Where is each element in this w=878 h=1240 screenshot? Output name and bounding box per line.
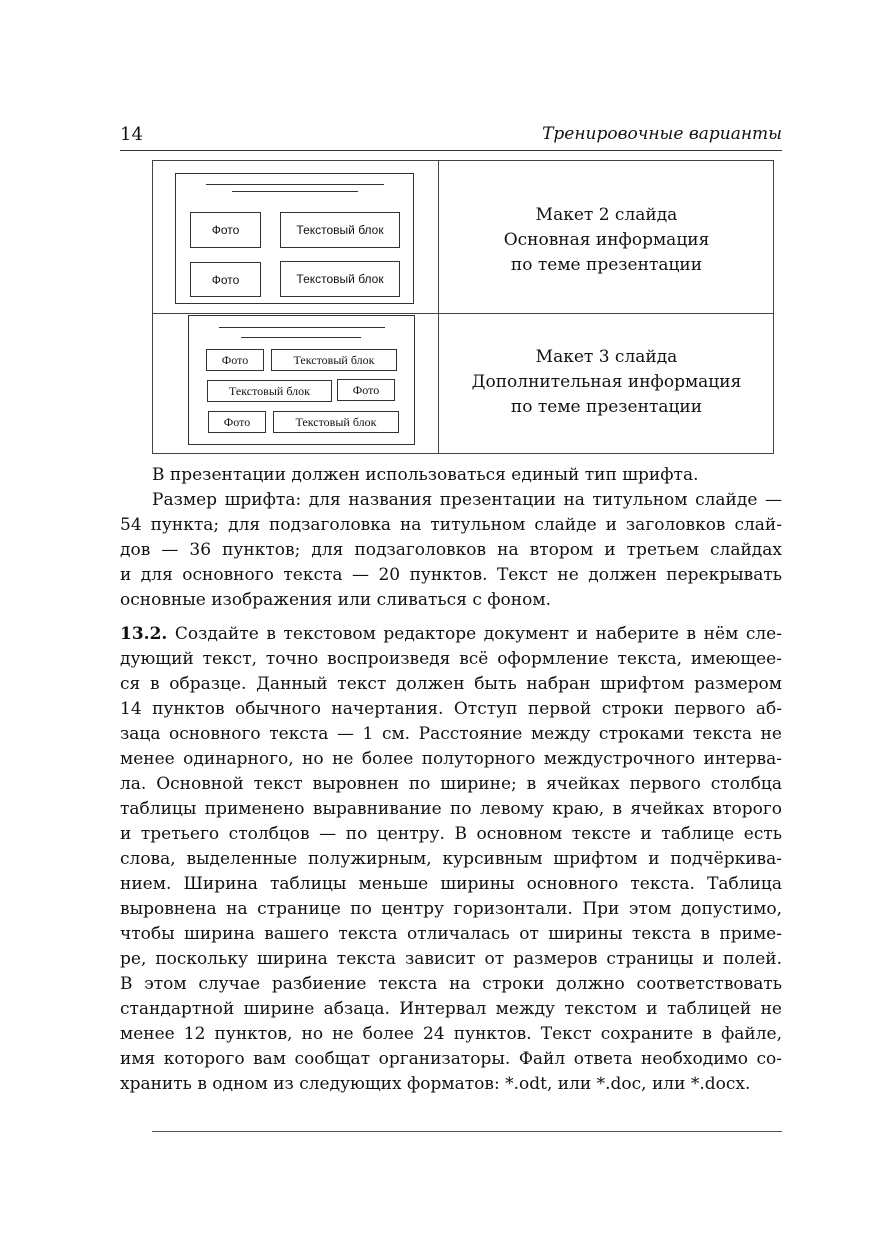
text-line: Размер шрифта: для названия презентации на титульном слайде — [152, 490, 782, 510]
slide-2-sketch [175, 173, 414, 304]
text-line: таблицы применено выравнивание по левому краю, в ячейках второго [120, 799, 782, 819]
text-line: выровнена на странице по центру горизонтали. При этом допустимо, [120, 899, 782, 919]
caption-line: по теме презентации [510, 397, 703, 417]
text-line: ре, поскольку ширина текста зависит от размеров страницы и полей. [120, 949, 782, 969]
text-line: заца основного текста — 1 см. Расстояние между строками текста не [120, 724, 782, 744]
text-line: ла. Основной текст выровнен по ширине; в ячейках первого столбца [120, 774, 782, 794]
text-line: основные изображения или сливаться с фоном. [120, 590, 551, 610]
text-line: хранить в одном из следующих форматов: *.odt, или *.doc, или *.docx. [120, 1074, 751, 1094]
task-first-line [120, 622, 782, 647]
table-divider-horizontal [153, 313, 773, 314]
photo-box: Фото [190, 262, 261, 297]
text-block-box: Текстовый блок [273, 411, 399, 433]
caption-line: по теме презентации [510, 255, 703, 275]
slide-3-sketch [188, 315, 415, 445]
title-line [206, 184, 384, 185]
photo-box: Фото [208, 411, 266, 433]
text-line: 54 пункта; для подзаголовка на титульном слайде и заголовков слай- [120, 515, 782, 535]
task-first-line-text: Создайте в текстовом редакторе документ и наберите в нём сле- [174, 624, 782, 644]
title-line [219, 327, 385, 328]
photo-box: Фото [206, 349, 264, 371]
subtitle-line [232, 191, 358, 192]
page-header [120, 124, 782, 151]
text-block-box: Текстовый блок [280, 261, 400, 297]
task-number: 13.2. [120, 624, 168, 644]
photo-box: Фото [190, 212, 261, 248]
text-line: менее 12 пунктов, но не более 24 пунктов. Текст сохраните в файле, [120, 1024, 782, 1044]
subtitle-line [241, 337, 361, 338]
text-block-box: Текстовый блок [207, 380, 332, 402]
caption-line: Основная информация [503, 230, 710, 250]
slide-2-caption [439, 203, 774, 278]
photo-box: Фото [337, 379, 395, 401]
task-13-2 [120, 622, 782, 1097]
slide-3-caption [439, 345, 774, 420]
text-line: дующий текст, точно воспроизведя всё оформление текста, имеющее- [120, 649, 782, 669]
page-number: 14 [120, 124, 143, 145]
text-line: чтобы ширина вашего текста отличалась от ширины текста в приме- [120, 924, 782, 944]
text-line: нием. Ширина таблицы меньше ширины основного текста. Таблица [120, 874, 782, 894]
caption-line: Дополнительная информация [471, 372, 742, 392]
text-line: и третьего столбцов — по центру. В основном тексте и таблице есть [120, 824, 782, 844]
text-line: и для основного текста — 20 пунктов. Текст не должен перекрывать [120, 565, 782, 585]
text-line: дов — 36 пунктов; для подзаголовков на втором и третьем слайдах [120, 540, 782, 560]
running-title: Тренировочные варианты [542, 124, 782, 144]
text-block-box: Текстовый блок [271, 349, 397, 371]
text-line: В этом случае разбиение текста на строки должно соответствовать [120, 974, 782, 994]
paragraph-font-size [120, 488, 782, 613]
paragraph-font-rule [120, 463, 782, 488]
footer-rule [152, 1131, 782, 1132]
text-line: менее одинарного, но не более полуторного междустрочного интерва- [120, 749, 782, 769]
text-block-box: Текстовый блок [280, 212, 400, 248]
text-line: ся в образце. Данный текст должен быть набран шрифтом размером [120, 674, 782, 694]
text-line: стандартной ширине абзаца. Интервал между текстом и таблицей не [120, 999, 782, 1019]
text-line: слова, выделенные полужирным, курсивным шрифтом и подчёркива- [120, 849, 782, 869]
caption-line: Макет 2 слайда [535, 205, 678, 225]
text-line: имя которого вам сообщат организаторы. Файл ответа необходимо со- [120, 1049, 782, 1069]
caption-line: Макет 3 слайда [535, 347, 678, 367]
text-line: В презентации должен использоваться единый тип шрифта. [152, 465, 699, 485]
slide-layout-table [152, 160, 774, 454]
text-line: 14 пунктов обычного начертания. Отступ первой строки первого аб- [120, 699, 782, 719]
